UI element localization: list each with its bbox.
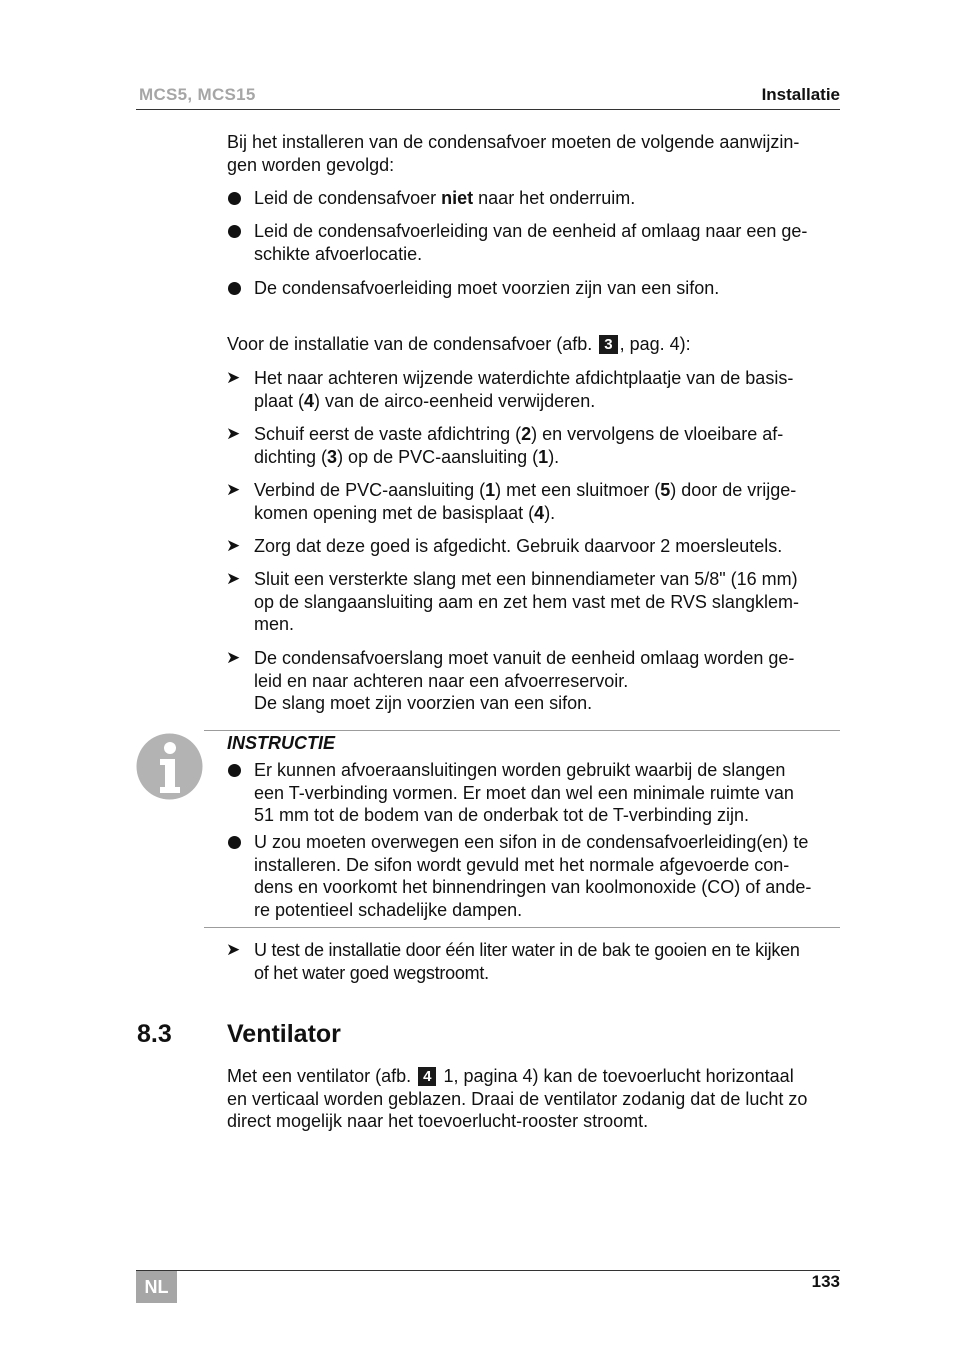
bullet-icon (228, 282, 241, 295)
rule-1-emphasis: niet (441, 188, 474, 208)
note-1-line-3: 51 mm tot de bodem van de onderbak tot de T-verbinding zijn. (254, 805, 749, 825)
rule-item-1 (254, 187, 844, 210)
step-1-line-1: Het naar achteren wijzende waterdichte afdichtplaatje van de basis- (254, 368, 794, 388)
step-6-line-1: De condensafvoerslang moet vanuit de eenheid omlaag worden ge- (254, 648, 795, 668)
step-arrow-icon: ➤ (226, 480, 241, 500)
section-line-3: direct mogelijk naar het toevoerlucht-rooster stroomt. (227, 1111, 649, 1131)
rule-2-line-2: schikte afvoerlocatie. (254, 243, 423, 264)
step-2-text: Schuif eerst de vaste afdichtring ( (254, 424, 522, 444)
step-3-text: komen opening met de basisplaat ( (254, 502, 535, 523)
bullet-icon (228, 225, 241, 238)
step-3-text: ) door de vrijge- (670, 480, 797, 500)
note-2-line-4: re potentieel schadelijke dampen. (254, 899, 523, 920)
step-2-text: ). (548, 446, 560, 467)
note-1-line-2: een T-verbinding vormen. Er moet dan wel een minimale ruimte van (254, 782, 794, 803)
part-ref: 2 (521, 424, 532, 444)
step-3-text: Verbind de PVC-aansluiting ( (254, 480, 486, 500)
step-6 (254, 647, 844, 715)
section-text: Met een ventilator (afb. (227, 1066, 417, 1086)
note-item-2 (254, 831, 840, 921)
step-5 (254, 568, 844, 636)
procedure-intro (227, 333, 841, 356)
section-number: 8.3 (137, 1020, 172, 1048)
step-arrow-icon: ➤ (226, 424, 241, 444)
info-icon (136, 733, 203, 800)
step-2-text: dichting ( (254, 446, 328, 467)
note-item-1 (254, 759, 840, 827)
step-4-text: Zorg dat deze goed is afgedicht. Gebruik daarvoor 2 moersleutels. (254, 536, 783, 556)
note-1-line-1: Er kunnen afvoeraansluitingen worden gebruikt waarbij de slangen (254, 760, 786, 780)
test-step-line-2: of het water goed wegstroomt. (254, 962, 489, 983)
step-1 (254, 367, 844, 412)
page-number: 133 (811, 1272, 840, 1291)
figure-ref-3: 3 (599, 335, 617, 354)
bullet-icon (228, 836, 241, 849)
note-2-line-3: dens en voorkomt het binnendringen van koolmonoxide (CO) of ande- (254, 877, 812, 897)
rule-1-text-a: Leid de condensafvoer (254, 188, 442, 208)
step-arrow-icon: ➤ (226, 536, 241, 556)
part-ref: 1 (485, 480, 496, 500)
bullet-icon (228, 764, 241, 777)
language-badge: NL (136, 1271, 177, 1303)
intro-paragraph (227, 131, 841, 176)
section-line-2: en verticaal worden geblazen. Draai de ventilator zodanig dat de lucht zo (227, 1088, 808, 1109)
part-ref: 1 (538, 446, 549, 467)
step-6-line-3: De slang moet zijn voorzien van een sifon. (254, 693, 593, 713)
test-step (254, 939, 844, 984)
figure-ref-4: 4 (418, 1067, 436, 1086)
note-title: INSTRUCTIE (227, 733, 335, 753)
step-2-text: ) op de PVC-aansluiting ( (337, 446, 539, 467)
note-top-divider (204, 730, 840, 731)
step-3 (254, 479, 844, 524)
step-3-text: ) met een sluitmoer ( (495, 480, 661, 500)
part-ref: 3 (327, 446, 338, 467)
intro-line-2: gen worden gevolgd: (227, 154, 395, 175)
note-2-line-2: installeren. De sifon wordt gevuld met het normale afgevoerde con- (254, 854, 790, 875)
section-paragraph (227, 1065, 841, 1133)
test-step-line-1: U test de installatie door één liter water in de bak te gooien en te kijken (254, 940, 800, 960)
header-section: Installatie (761, 85, 840, 104)
bullet-icon (228, 192, 241, 205)
footer-divider (136, 1270, 840, 1271)
step-3-text: ). (544, 502, 556, 523)
rule-item-3 (254, 277, 844, 300)
rule-3-text: De condensafvoerleiding moet voorzien zijn van een sifon. (254, 278, 720, 298)
step-5-line-2: op de slangaansluiting aam en zet hem vast met de RVS slangklem- (254, 591, 799, 612)
step-1-text: plaat ( (254, 390, 305, 411)
rule-1-text-b: naar het onderruim. (473, 188, 636, 208)
rule-2-line-1: Leid de condensafvoerleiding van de eenheid af omlaag naar een ge- (254, 221, 808, 241)
step-arrow-icon: ➤ (226, 940, 241, 960)
step-4 (254, 535, 844, 558)
note-bottom-divider (204, 927, 840, 928)
step-arrow-icon: ➤ (226, 648, 241, 668)
step-arrow-icon: ➤ (226, 569, 241, 589)
step-2 (254, 423, 844, 468)
procedure-intro-text: Voor de installatie van de condensafvoer (afb. (227, 334, 598, 354)
intro-line-1: Bij het installeren van de condensafvoer moeten de volgende aanwijzin- (227, 132, 800, 152)
header-model: MCS5, MCS15 (139, 85, 256, 104)
section-title: Ventilator (227, 1020, 341, 1048)
section-text: 1, pagina 4) kan de toevoerlucht horizontaal (438, 1066, 794, 1086)
part-ref: 4 (304, 390, 315, 411)
step-5-line-3: men. (254, 614, 295, 634)
step-arrow-icon: ➤ (226, 368, 241, 388)
rule-item-2 (254, 220, 844, 265)
header-divider (136, 109, 840, 110)
step-2-text: ) en vervolgens de vloeibare af- (531, 424, 784, 444)
part-ref: 5 (660, 480, 671, 500)
step-1-text: ) van de airco-eenheid verwijderen. (314, 390, 596, 411)
procedure-intro-page: , pag. 4): (619, 334, 691, 354)
note-2-line-1: U zou moeten overwegen een sifon in de condensafvoerleiding(en) te (254, 832, 809, 852)
step-6-line-2: leid en naar achteren naar een afvoerreservoir. (254, 670, 629, 691)
part-ref: 4 (534, 502, 545, 523)
step-5-line-1: Sluit een versterkte slang met een binnendiameter van 5/8" (16 mm) (254, 569, 798, 589)
